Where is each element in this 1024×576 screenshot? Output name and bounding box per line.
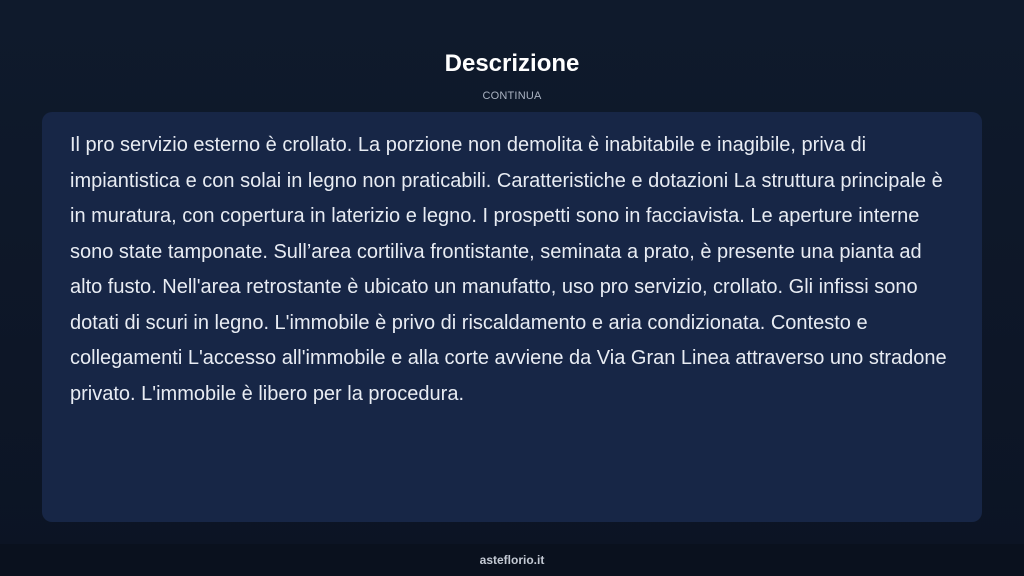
- page-subtitle: CONTINUA: [482, 90, 542, 102]
- footer-bar: [0, 544, 1024, 576]
- description-text: Il pro servizio esterno è crollato. La porzione non demolita è inabitabile e inagibile, priva di impiantistica e con solai in legno non praticabili. Caratteristiche e dotazioni La struttura principale è in muratura, con copertura in laterizio e legno. I prospetti sono in facciavista. Le aperture interne sono state tamponate. Sull’area cortiliva frontistante, seminata a prato, è presente una pianta ad alto fusto. Nell'area retrostante è ubicato un manufatto, uso pro servizio, crollato. Gli infissi sono dotati di scuri in legno. L'immobile è privo di riscaldamento e aria condizionata. Contesto e collegamenti L'accesso all'immobile e alla corte avviene da Via Gran Linea attraverso uno stradone privato. L'immobile è libero per la procedura.: [70, 134, 947, 405]
- description-panel: [42, 112, 982, 522]
- footer-site-label: asteflorio.it: [479, 553, 545, 567]
- page-title: Descrizione: [444, 50, 580, 77]
